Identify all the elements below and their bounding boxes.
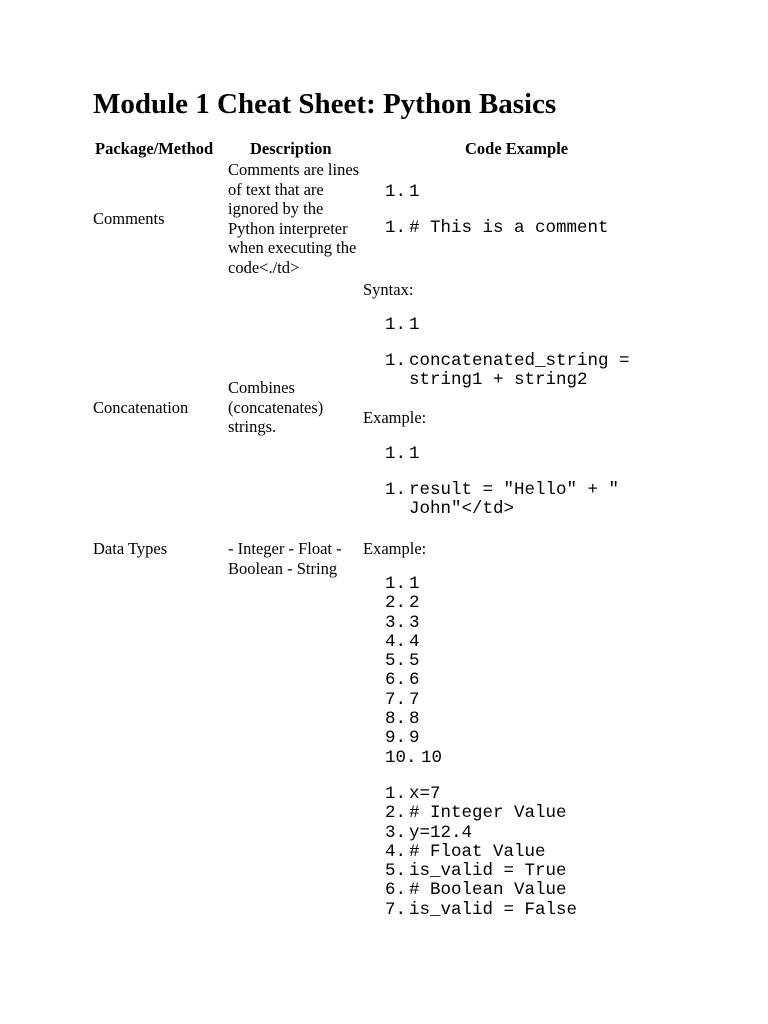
row-comments-description: Comments are lines of text that are ignored by the Python interpreter when executing the code<./td> [228, 160, 360, 277]
line-number: 1 [409, 182, 420, 202]
code-line: 1. x=7 [385, 784, 441, 804]
list-marker: 1. [385, 218, 407, 238]
line-number-item [385, 316, 420, 335]
code-line [385, 219, 609, 238]
syntax-label: Syntax: [363, 280, 414, 299]
code-text: x=7 [409, 784, 441, 804]
line-number: 8 [409, 709, 420, 730]
line-number-item: 6. 6 [385, 670, 420, 691]
line-number-item [385, 183, 420, 202]
line-number: 9 [409, 728, 420, 749]
line-number: 4 [409, 631, 420, 652]
row-comments-code [385, 219, 609, 238]
line-number-item [385, 445, 420, 464]
code-line: 2. # Integer Value [385, 803, 567, 824]
line-number-item: 2. 2 [385, 593, 420, 614]
example-label: Example: [363, 408, 427, 427]
line-number: 7 [409, 689, 420, 710]
line-number: 1 [409, 444, 420, 464]
row-concatenation-description: Combines (concatenates) strings. [228, 378, 324, 437]
line-number-item: 9. 9 [385, 728, 420, 749]
line-number: 10 [421, 747, 443, 768]
row-comments-package: Comments [93, 209, 165, 228]
code-line: 6. # Boolean Value [385, 880, 567, 901]
row-concatenation-example-code [385, 481, 647, 520]
code-text: is_valid = False [409, 899, 578, 920]
code-line: 7. is_valid = False [385, 899, 578, 920]
list-marker: 1. [385, 182, 407, 202]
line-number-item: 10. 10 [385, 747, 443, 768]
header-description: Description [250, 139, 332, 158]
list-marker: 1. [385, 444, 407, 464]
code-text: # Integer Value [409, 803, 567, 824]
line-number: 2 [409, 593, 420, 614]
header-package: Package/Method [95, 139, 214, 158]
page-title: Module 1 Cheat Sheet: Python Basics [93, 88, 557, 120]
code-text: result = "Hello" + " John"</td> [409, 480, 620, 520]
row-datatypes-line-numbers [385, 575, 442, 768]
code-text: is_valid = True [409, 861, 567, 882]
row-comments-line-numbers [385, 183, 420, 202]
code-text: y=12.4 [409, 822, 473, 843]
list-marker: 1. [385, 480, 407, 500]
row-concatenation-package: Concatenation [93, 398, 189, 417]
line-number: 3 [409, 612, 420, 633]
line-number: 6 [409, 670, 420, 691]
list-marker: 1. [385, 351, 407, 371]
line-number-item: 5. 5 [385, 651, 420, 672]
code-text: # Float Value [409, 841, 546, 862]
code-line: 5. is_valid = True [385, 861, 567, 882]
code-line [385, 352, 647, 391]
list-marker: 1. [385, 315, 407, 335]
line-number-item: 1. 1 [385, 574, 420, 594]
row-concatenation-syntax-code [385, 352, 647, 391]
line-number: 1 [409, 574, 420, 594]
line-number-item: 3. 3 [385, 612, 420, 633]
code-line: 3. y=12.4 [385, 822, 473, 843]
row-datatypes-description: - Integer - Float - Boolean - String [228, 539, 342, 578]
code-text: concatenated_string = string1 + string2 [409, 351, 630, 391]
header-code-example: Code Example [465, 139, 569, 158]
code-line [385, 481, 647, 520]
code-text: # Boolean Value [409, 880, 567, 901]
row-concatenation-example-numbers [385, 445, 420, 464]
code-text: # This is a comment [409, 218, 609, 238]
row-datatypes-code [385, 785, 577, 920]
row-datatypes-package: Data Types [93, 539, 168, 558]
example-label: Example: [363, 539, 427, 558]
line-number-item: 7. 7 [385, 689, 420, 710]
line-number: 5 [409, 651, 420, 672]
code-line: 4. # Float Value [385, 841, 546, 862]
line-number-item: 8. 8 [385, 709, 420, 730]
line-number-item: 4. 4 [385, 631, 420, 652]
row-concatenation-syntax-numbers [385, 316, 420, 335]
line-number: 1 [409, 315, 420, 335]
